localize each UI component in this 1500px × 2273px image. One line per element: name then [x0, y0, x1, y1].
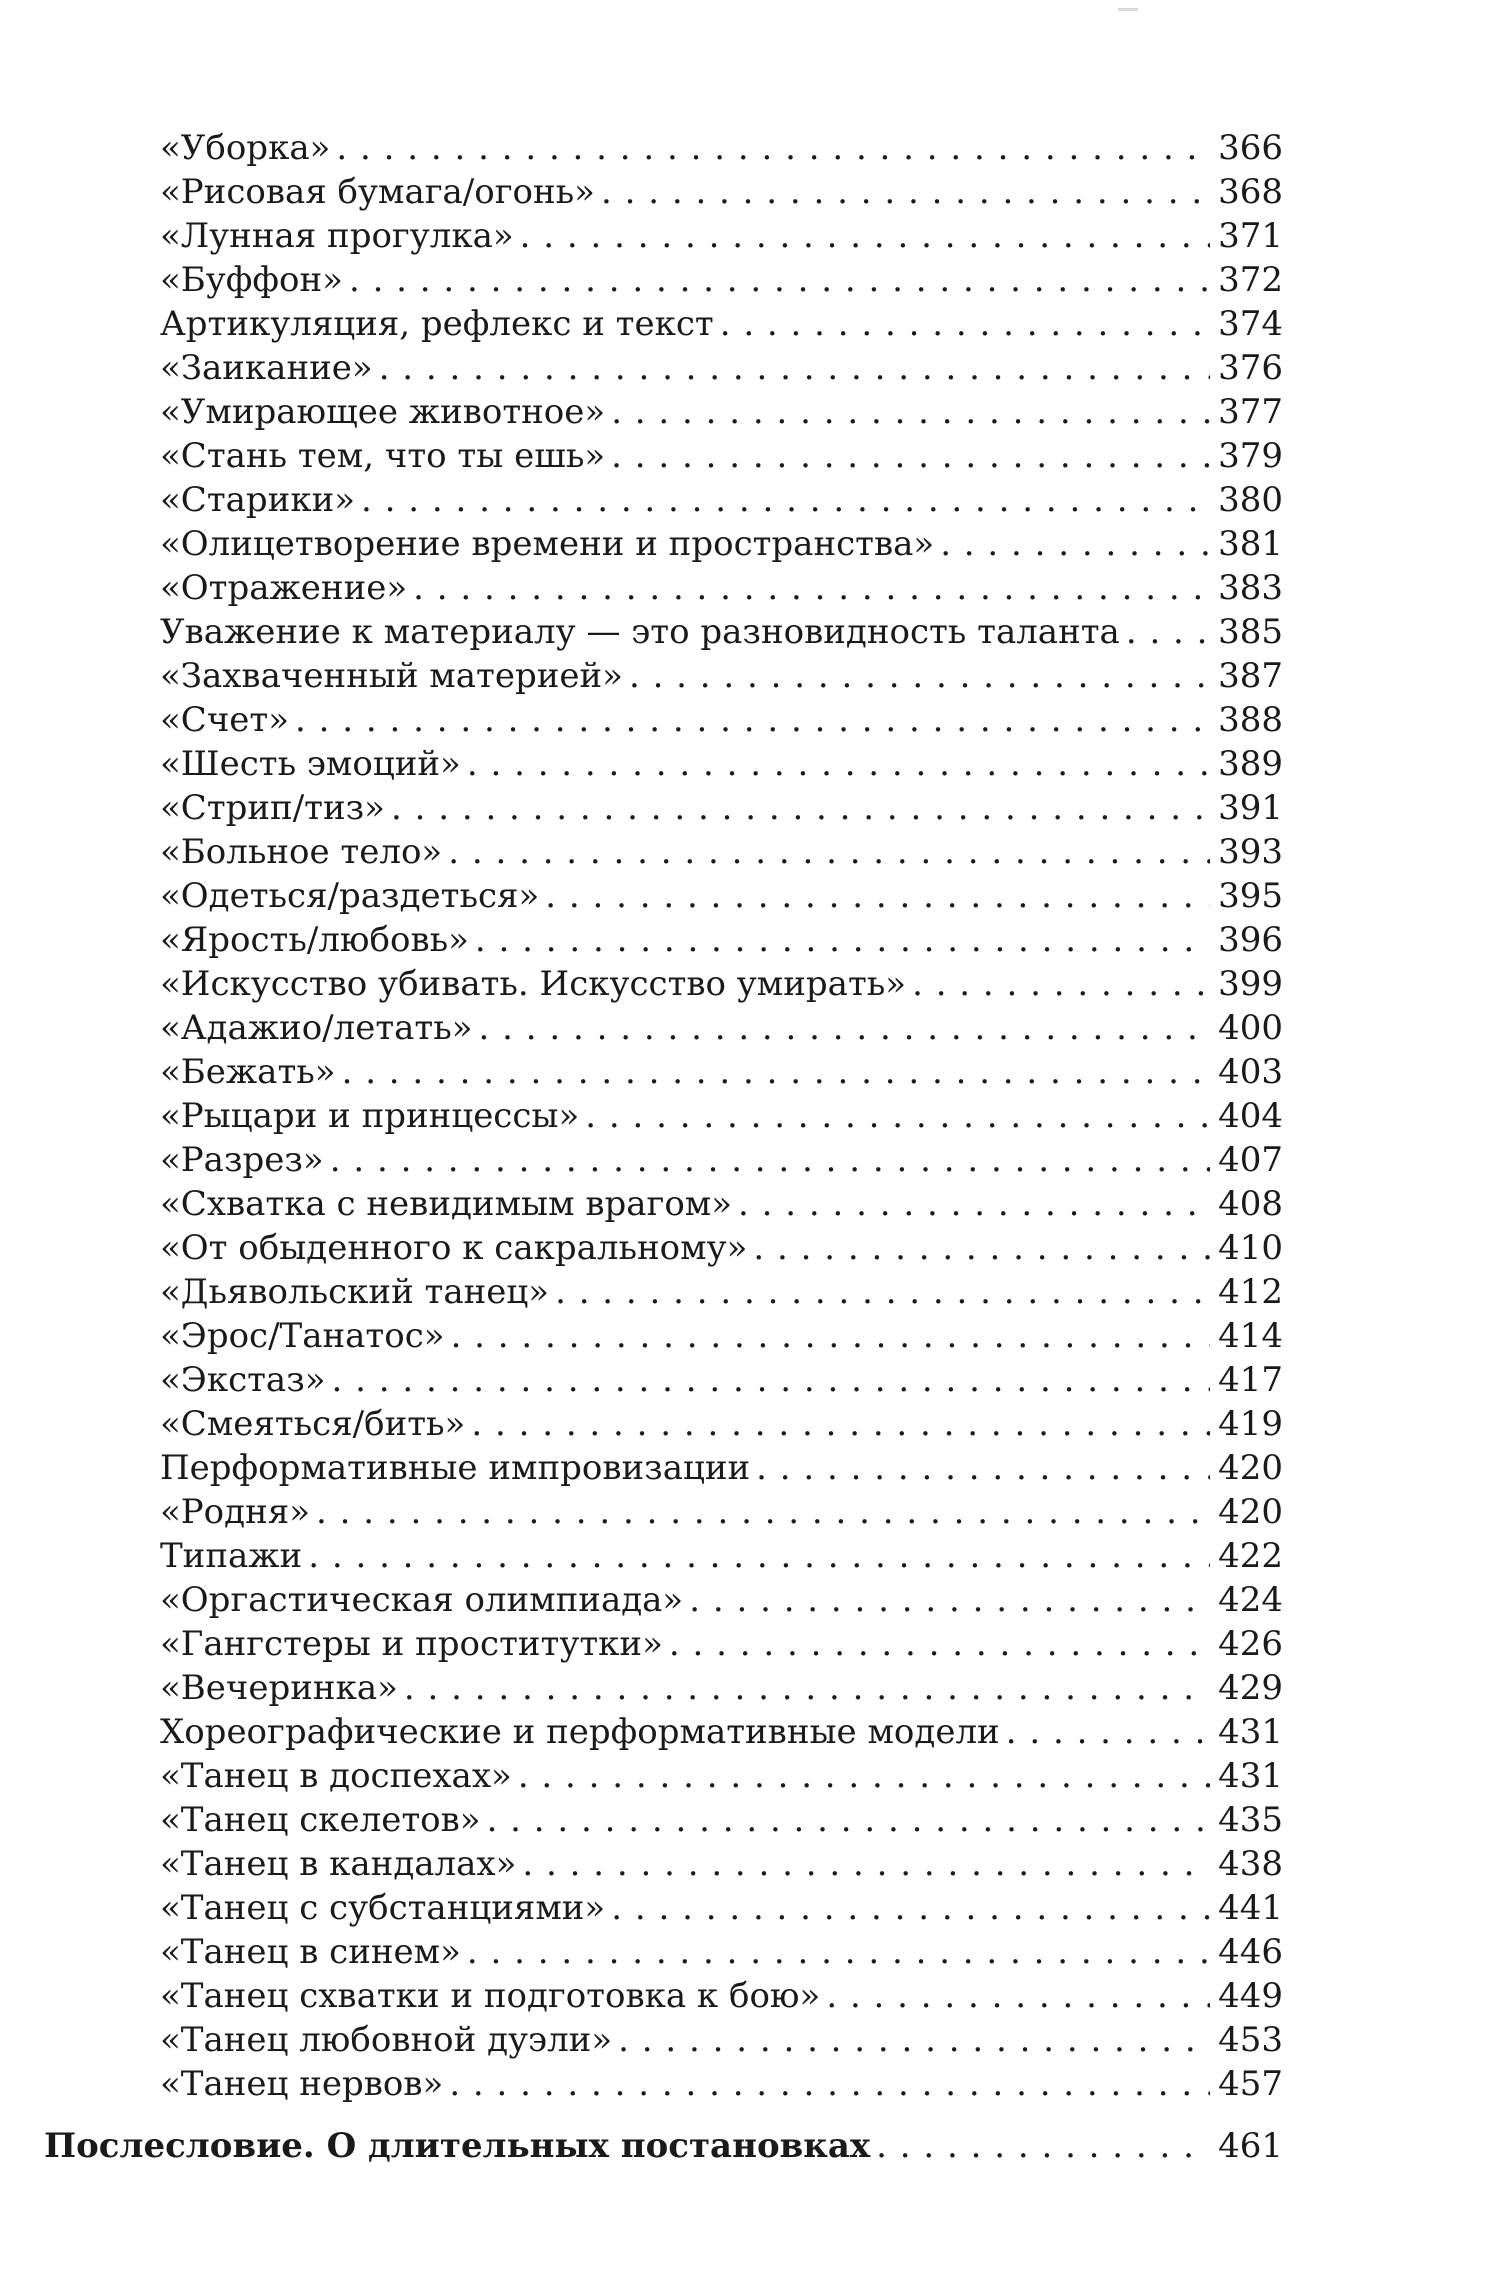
dot-leader: [413, 566, 1210, 610]
toc-entry-page: 368: [1218, 172, 1283, 212]
toc-entry[interactable]: [160, 214, 1283, 258]
toc-entry[interactable]: [160, 918, 1283, 962]
dot-leader: [912, 962, 1210, 1006]
toc-entry-page: 400: [1218, 1008, 1283, 1048]
toc-entry[interactable]: [160, 786, 1283, 830]
toc-entry-title: Послесловие. О длительных постановках: [44, 2126, 871, 2166]
toc-entry-title: «Отражение»: [160, 568, 408, 608]
dot-leader: [349, 258, 1210, 302]
toc-entry-page: 438: [1218, 1844, 1283, 1884]
toc-entry[interactable]: [160, 1886, 1283, 1930]
toc-entry-title: «Гангстеры и проститутки»: [160, 1624, 663, 1664]
toc-entry[interactable]: [160, 1842, 1283, 1886]
dot-leader: [448, 830, 1210, 874]
dot-leader: [940, 522, 1210, 566]
toc-entry-title: «Рыцари и принцессы»: [160, 1096, 580, 1136]
toc-entry-page: 424: [1218, 1580, 1283, 1620]
toc-entry-title: «Захваченный материей»: [160, 656, 623, 696]
toc-entry[interactable]: [160, 1490, 1283, 1534]
toc-entry-title: Артикуляция, рефлекс и текст: [160, 304, 714, 344]
scan-mark: [1118, 8, 1138, 11]
toc-entry[interactable]: [160, 478, 1283, 522]
dot-leader: [361, 478, 1210, 522]
toc-entry[interactable]: [160, 1622, 1283, 1666]
dot-leader: [467, 1930, 1210, 1974]
dot-leader: [753, 1226, 1210, 1270]
dot-leader: [404, 1666, 1210, 1710]
toc-entry-afterword[interactable]: [44, 2123, 1283, 2169]
toc-entry-page: 377: [1218, 392, 1283, 432]
toc-entry[interactable]: [160, 1534, 1283, 1578]
dot-leader: [689, 1578, 1210, 1622]
toc-entry-page: 420: [1218, 1492, 1283, 1532]
toc-entry-title: «Танец в доспехах»: [160, 1756, 512, 1796]
dot-leader: [585, 1094, 1210, 1138]
dot-leader: [332, 1358, 1211, 1402]
dot-leader: [601, 170, 1210, 214]
toc-entry-title: Уважение к материалу — это разновидность таланта: [160, 612, 1120, 652]
dot-leader: [475, 918, 1210, 962]
toc-entry-page: 410: [1218, 1228, 1283, 1268]
dot-leader: [467, 742, 1210, 786]
toc-entry[interactable]: [160, 1226, 1283, 1270]
toc-entry-page: 426: [1218, 1624, 1283, 1664]
dot-leader: [449, 2062, 1210, 2106]
toc-entry-title: Перформативные импровизации: [160, 1448, 751, 1488]
toc-entry-title: Хореографические и перформативные модели: [160, 1712, 1000, 1752]
toc-entry[interactable]: [160, 1006, 1283, 1050]
toc-entry-page: 457: [1218, 2064, 1283, 2104]
toc-entry-page: 371: [1218, 216, 1283, 256]
toc-entry-title: «От обыденного к сакральному»: [160, 1228, 748, 1268]
toc-entry-title: «Оргастическая олимпиада»: [160, 1580, 684, 1620]
toc-entry-title: «Танец в синем»: [160, 1932, 461, 1972]
toc-entry-page: 376: [1218, 348, 1283, 388]
toc-entry-title: «Схватка с невидимым врагом»: [160, 1184, 733, 1224]
toc-entry-page: 461: [1218, 2126, 1283, 2166]
toc-entry[interactable]: [160, 1270, 1283, 1314]
toc-entry[interactable]: [160, 126, 1283, 170]
toc-entry-title: «Экстаз»: [160, 1360, 326, 1400]
toc-entry-page: 431: [1218, 1756, 1283, 1796]
toc-entry[interactable]: [160, 258, 1283, 302]
table-of-contents: [160, 126, 1283, 2106]
toc-entry[interactable]: [160, 566, 1283, 610]
toc-entry-title: «Шесть эмоций»: [160, 744, 461, 784]
dot-leader: [669, 1622, 1210, 1666]
toc-entry-title: «Адажио/летать»: [160, 1008, 473, 1048]
toc-entry[interactable]: [160, 1974, 1283, 2018]
toc-entry[interactable]: [160, 1314, 1283, 1358]
toc-entry-page: 429: [1218, 1668, 1283, 1708]
dot-leader: [611, 390, 1210, 434]
toc-entry-title: «Рисовая бумага/огонь»: [160, 172, 595, 212]
toc-entry-title: «Танец нервов»: [160, 2064, 444, 2104]
toc-entry-page: 408: [1218, 1184, 1283, 1224]
toc-entry-title: «Смеяться/бить»: [160, 1404, 466, 1444]
toc-entry-page: 393: [1218, 832, 1283, 872]
toc-entry-page: 385: [1218, 612, 1283, 652]
toc-entry[interactable]: [160, 1446, 1283, 1490]
toc-entry-page: 422: [1218, 1536, 1283, 1576]
toc-entry-page: 372: [1218, 260, 1283, 300]
toc-entry[interactable]: [160, 1094, 1283, 1138]
toc-entry[interactable]: [160, 346, 1283, 390]
toc-entry[interactable]: [160, 170, 1283, 214]
dot-leader: [611, 434, 1210, 478]
toc-entry-title: «Одеться/раздеться»: [160, 876, 540, 916]
dot-leader: [520, 214, 1210, 258]
toc-entry[interactable]: [160, 522, 1283, 566]
toc-entry-title: «Дьявольский танец»: [160, 1272, 550, 1312]
toc-entry-page: 435: [1218, 1800, 1283, 1840]
toc-entry-title: Типажи: [160, 1536, 303, 1576]
dot-leader: [336, 126, 1210, 170]
toc-entry-page: 403: [1218, 1052, 1283, 1092]
dot-leader: [479, 1006, 1211, 1050]
dot-leader: [826, 1974, 1210, 2018]
dot-leader: [316, 1490, 1210, 1534]
toc-entry-title: «Умирающее животное»: [160, 392, 606, 432]
toc-entry[interactable]: [160, 962, 1283, 1006]
dot-leader: [738, 1182, 1210, 1226]
toc-entry-title: «Танец с субстанциями»: [160, 1888, 606, 1928]
toc-entry-page: 420: [1218, 1448, 1283, 1488]
dot-leader: [756, 1446, 1210, 1490]
toc-entry-page: 412: [1218, 1272, 1283, 1312]
toc-entry-title: «Искусство убивать. Искусство умирать»: [160, 964, 907, 1004]
toc-entry-title: «Лунная прогулка»: [160, 216, 514, 256]
toc-entry-title: «Заикание»: [160, 348, 373, 388]
toc-entry[interactable]: [160, 1710, 1283, 1754]
toc-entry-title: «Олицетворение времени и пространства»: [160, 524, 935, 564]
toc-entry[interactable]: [160, 2018, 1283, 2062]
dot-leader: [555, 1270, 1210, 1314]
dot-leader: [876, 2123, 1210, 2169]
toc-entry-title: «Стрип/тиз»: [160, 788, 385, 828]
toc-entry[interactable]: [160, 1666, 1283, 1710]
toc-entry-page: 388: [1218, 700, 1283, 740]
toc-entry[interactable]: [160, 874, 1283, 918]
dot-leader: [342, 1050, 1211, 1094]
dot-leader: [295, 698, 1210, 742]
toc-entry-page: 441: [1218, 1888, 1283, 1928]
toc-entry-page: 391: [1218, 788, 1283, 828]
toc-entry-page: 417: [1218, 1360, 1283, 1400]
dot-leader: [1126, 610, 1210, 654]
toc-entry[interactable]: [160, 1050, 1283, 1094]
toc-entry-page: 387: [1218, 656, 1283, 696]
toc-entry[interactable]: [160, 830, 1283, 874]
toc-entry-title: «Ярость/любовь»: [160, 920, 469, 960]
toc-entry-title: «Танец скелетов»: [160, 1800, 481, 1840]
toc-entry-title: «Бежать»: [160, 1052, 336, 1092]
toc-entry[interactable]: [160, 302, 1283, 346]
toc-entry-page: 381: [1218, 524, 1283, 564]
toc-entry-title: «Стань тем, что ты ешь»: [160, 436, 606, 476]
dot-leader: [518, 1754, 1210, 1798]
dot-leader: [308, 1534, 1210, 1578]
dot-leader: [330, 1138, 1210, 1182]
toc-entry[interactable]: [160, 698, 1283, 742]
toc-entry[interactable]: [160, 2062, 1283, 2106]
toc-entry-title: «Разрез»: [160, 1140, 324, 1180]
toc-entry-title: «Уборка»: [160, 128, 331, 168]
toc-entry-title: «Вечеринка»: [160, 1668, 398, 1708]
toc-entry-title: «Буффон»: [160, 260, 343, 300]
toc-entry-title: «Танец схватки и подготовка к бою»: [160, 1976, 821, 2016]
toc-entry[interactable]: [160, 654, 1283, 698]
toc-entry[interactable]: [160, 742, 1283, 786]
toc-entry[interactable]: [160, 1182, 1283, 1226]
toc-entry[interactable]: [160, 1358, 1283, 1402]
toc-entry[interactable]: [160, 1578, 1283, 1622]
toc-entry-page: 389: [1218, 744, 1283, 784]
toc-entry-title: «Счет»: [160, 700, 290, 740]
dot-leader: [629, 654, 1210, 698]
toc-entry-page: 380: [1218, 480, 1283, 520]
toc-entry-page: 404: [1218, 1096, 1283, 1136]
toc-entry-page: 431: [1218, 1712, 1283, 1752]
toc-entry-page: 453: [1218, 2020, 1283, 2060]
toc-entry-page: 383: [1218, 568, 1283, 608]
toc-entry-title: «Родня»: [160, 1492, 310, 1532]
dot-leader: [1006, 1710, 1210, 1754]
toc-entry-page: 366: [1218, 128, 1283, 168]
dot-leader: [379, 346, 1210, 390]
toc-entry[interactable]: [160, 1754, 1283, 1798]
dot-leader: [720, 302, 1210, 346]
toc-entry-title: «Танец любовной дуэли»: [160, 2020, 613, 2060]
toc-entry-title: «Больное тело»: [160, 832, 443, 872]
dot-leader: [391, 786, 1210, 830]
toc-entry-title: «Эрос/Танатос»: [160, 1316, 445, 1356]
toc-entry[interactable]: [160, 1402, 1283, 1446]
dot-leader: [471, 1402, 1210, 1446]
toc-entry-title: «Танец в кандалах»: [160, 1844, 517, 1884]
toc-entry-page: 374: [1218, 304, 1283, 344]
dot-leader: [618, 2018, 1210, 2062]
toc-entry-page: 399: [1218, 964, 1283, 1004]
toc-entry[interactable]: [160, 610, 1283, 654]
dot-leader: [545, 874, 1210, 918]
toc-entry[interactable]: [160, 434, 1283, 478]
toc-entry-page: 407: [1218, 1140, 1283, 1180]
toc-entry[interactable]: [160, 1798, 1283, 1842]
dot-leader: [451, 1314, 1211, 1358]
dot-leader: [522, 1842, 1210, 1886]
toc-entry-page: 395: [1218, 876, 1283, 916]
toc-entry-page: 446: [1218, 1932, 1283, 1972]
toc-entry-page: 396: [1218, 920, 1283, 960]
toc-entry-page: 449: [1218, 1976, 1283, 2016]
dot-leader: [487, 1798, 1211, 1842]
toc-entry[interactable]: [160, 390, 1283, 434]
toc-entry-title: «Старики»: [160, 480, 356, 520]
toc-entry-page: 379: [1218, 436, 1283, 476]
toc-entry[interactable]: [160, 1138, 1283, 1182]
dot-leader: [611, 1886, 1210, 1930]
toc-entry[interactable]: [160, 1930, 1283, 1974]
toc-entry-page: 419: [1218, 1404, 1283, 1444]
toc-entry-page: 414: [1218, 1316, 1283, 1356]
